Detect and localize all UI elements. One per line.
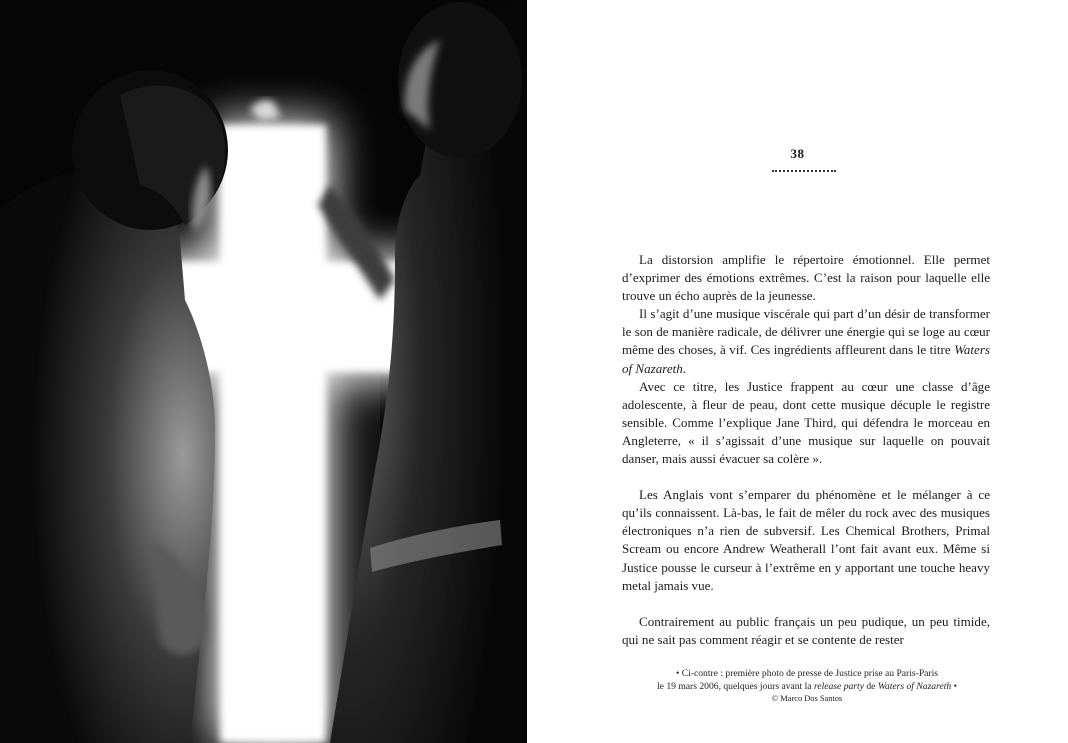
paragraph [622,305,990,377]
text-run: • Ci-contre : première photo de presse de Justice prise au Paris-Paris [675,668,939,679]
text-run: Il s’agit d’une musique viscérale qui part d’un désir de transformer le son de manière radicale, de délivrer une énergie qui se loge au cœur même des choses, à vif. Ces ingrédients affleurent dans le titre [622,306,990,358]
text-run: Les Anglais vont s’emparer du phénomène et le mélanger à ce qu’ils connaissent. Là-bas, le fait de mêler du rock avec des musiques électroniques n’a rien de subversif. Les Chemical Brothers, Primal Scream ou encore Andrew Weatherall l’ont fait avant eux. Même si Justice pousse le curseur à l’extrême en y apportant une touche heavy metal jamais vue. [622,487,990,593]
paragraph-gap [622,595,990,613]
paragraph [622,486,990,595]
text-run: de [863,680,878,692]
text-run: La distorsion amplifie le répertoire émotionnel. Elle permet d’exprimer des émotions extrêmes. C’est la raison pour laquelle elle trouve un écho auprès de la jeunesse. [622,252,990,304]
italic-title: Waters of Nazareth [877,680,952,692]
page-number-rule [772,170,836,172]
photo-credit: © Marco Dos Santos [771,694,843,704]
page-number: 38 [790,146,805,161]
caption-line-1 [597,668,1017,681]
text-run: . [682,360,687,376]
text-run: le 19 mars 2006, quelques jours avant la [657,680,814,692]
paragraph [622,613,990,649]
press-photo [0,0,527,743]
photo-page [0,0,527,743]
italic-title: Waters of Nazareth [622,342,990,376]
paragraph-gap [622,468,990,486]
photo-caption [597,668,1017,706]
text-run: • [951,680,957,692]
paragraph [622,251,990,305]
text-run: Avec ce titre, les Justice frappent au cœur une classe d’âge adolescente, à fleur de peau, dont cette musique décuple le registre sensible. Comme l’explique Jane Third, qui défendra le morceau en Angleterre, « il s’agissait d’une musique sur laquelle on pouvait danser, mais aussi évacuer sa colère ». [622,378,990,467]
italic-title: release party [813,680,864,692]
text-page [527,0,1068,743]
body-text [622,251,990,649]
caption-line-2 [597,681,1017,694]
text-run: Contrairement au public français un peu pudique, un peu timide, qui ne sait pas comment réagir et se contente de rester [622,613,990,647]
paragraph [622,378,990,468]
